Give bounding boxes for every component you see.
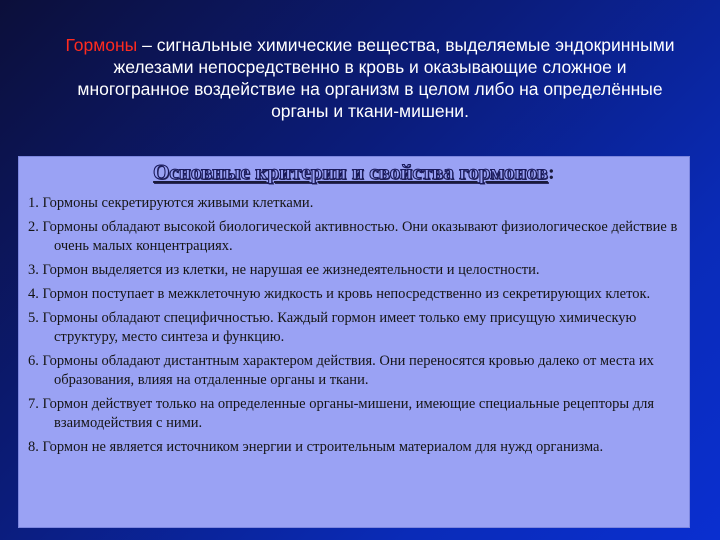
list-item: 7. Гормон действует только на определенные органы-мишени, имеющие специальные рецепторы для взаимодействия с ними. xyxy=(28,396,654,431)
heading-colon: : xyxy=(547,160,555,184)
list-item: 6. Гормоны обладают дистантным характером действия. Они переносятся кровью далеко от места их образования, влияя на отдаленные органы и ткани. xyxy=(28,353,654,388)
list-item: 4. Гормон поступает в межклеточную жидкость и кровь непосредственно из секретирующих клеток. xyxy=(28,286,651,302)
list-item: 8. Гормон не является источником энергии и строительным материалом для нужд организма. xyxy=(28,439,604,455)
definition-text xyxy=(60,34,680,122)
heading-text: Основные критерии и свойства гормонов xyxy=(153,160,548,184)
list-item: 3. Гормон выделяется из клетки, не нарушая ее жизнедеятельности и целостности. xyxy=(28,262,540,278)
list-item: 5. Гормоны обладают специфичностью. Каждый гормон имеет только ему присущую химическую структуру, место синтеза и функцию. xyxy=(28,310,637,345)
criteria-list xyxy=(28,194,688,462)
panel-heading xyxy=(18,159,690,185)
term-hormones: Гормоны xyxy=(65,35,138,55)
definition-body: – сигнальные химические вещества, выделяемые эндокринными железами непосредственно в кровь и оказывающие сложное и многогранное воздействие на организм в целом либо на определённые органы и ткани-мишени. xyxy=(77,35,675,121)
list-item: 2. Гормоны обладают высокой биологической активностью. Они оказывают физиологическое действие в очень малых концентрациях. xyxy=(28,219,678,254)
criteria-panel xyxy=(18,156,690,528)
list-item: 1. Гормоны секретируются живыми клетками. xyxy=(28,195,314,211)
